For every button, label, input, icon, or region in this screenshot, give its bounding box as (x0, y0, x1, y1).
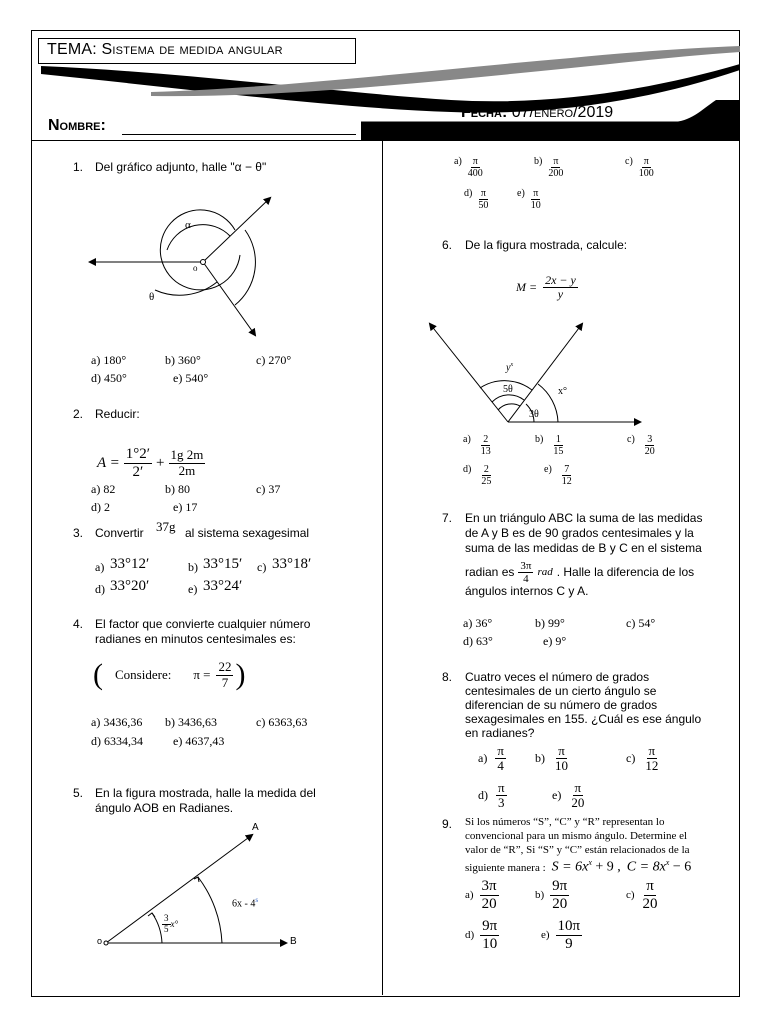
q9-eq-c-sup: x (665, 858, 670, 867)
q6-number: 6. (442, 238, 453, 252)
q8-c-den: 12 (645, 758, 659, 774)
q2-option-a[interactable]: a) 82 (91, 482, 116, 496)
q9-eq-c-tail: − 6 (669, 859, 692, 875)
q8-option-e[interactable] (552, 781, 586, 811)
q9-d-num: 9π (482, 918, 498, 934)
q2-text: Reducir: (95, 407, 140, 421)
q1-number: 1. (73, 160, 84, 174)
q6-option-b-frac (551, 434, 565, 457)
q2-option-c[interactable]: c) 37 (256, 482, 281, 496)
q5-c-num: π (643, 156, 649, 167)
q9-option-b-frac (550, 878, 569, 912)
q6-option-b-label: b) (535, 434, 544, 445)
q2-f2-num: 1g 2m (170, 447, 204, 463)
q8-option-b-frac (553, 744, 570, 774)
q6-option-a-label: a) (463, 434, 471, 445)
q6-option-d-label: d) (463, 464, 472, 475)
q7-frac-num: 3π (520, 560, 532, 572)
q5-e-den: 10 (530, 200, 541, 211)
q8-line-3: diferencian de su número de grados (465, 698, 658, 712)
q2-fraction-1 (124, 446, 152, 480)
q6-a-num: 2 (483, 434, 489, 445)
q4-consider-label: Considere: (115, 667, 172, 682)
q2-f1-den: 2′ (132, 463, 144, 480)
q8-b-den: 10 (555, 758, 568, 774)
q5-option-c-label: c) (625, 156, 633, 167)
q2-f1-num: 1°2′ (125, 446, 151, 462)
q1-option-d[interactable]: d) 450° (91, 371, 127, 385)
q8-d-num: π (498, 780, 505, 795)
q6-option-c-frac (643, 434, 657, 457)
q5-option-b-label: b) (534, 156, 543, 167)
q2-number: 2. (73, 407, 84, 421)
q3-option-c-label[interactable]: c) (257, 560, 267, 574)
q9-option-b-label: b) (535, 889, 545, 901)
q5-option-e-label: e) (517, 188, 525, 199)
q8-line-5: en radianes? (465, 726, 535, 740)
q6-e-num: 7 (564, 464, 570, 475)
q5-c-den: 100 (638, 168, 654, 179)
q6-b-den: 15 (553, 446, 564, 457)
q2-formula-lhs: A = (97, 454, 120, 471)
q3-option-d-value[interactable]: 33°20′ (110, 578, 150, 594)
q1-theta-label: θ (149, 291, 155, 303)
q5-a-num: π (472, 156, 478, 167)
q6-option-d[interactable] (463, 464, 493, 487)
q1-figure (85, 190, 285, 340)
q9-option-c-frac (641, 878, 660, 912)
q7-line-4b: . Halle la diferencia de los (556, 565, 695, 580)
q9-option-a[interactable] (465, 878, 499, 912)
q6-option-e-label: e) (544, 464, 552, 475)
q6-option-a[interactable] (463, 434, 493, 457)
q4-consider-box (93, 660, 245, 690)
q1-option-b[interactable]: b) 360° (165, 353, 201, 367)
q5-angle-big-expr: 6x - 4 (232, 898, 256, 910)
q6-option-c[interactable] (627, 434, 657, 457)
q4-pi-fraction (216, 660, 233, 690)
q5-label-a: A (252, 822, 259, 833)
q5-small-den: 5 (164, 923, 169, 934)
q5-option-c[interactable] (625, 156, 656, 179)
q3-option-a-value[interactable]: 33°12′ (110, 556, 150, 572)
topic-title-box (38, 38, 356, 64)
q8-a-den: 4 (497, 758, 504, 774)
q9-b-num: 9π (552, 878, 568, 894)
q5-option-e[interactable] (517, 188, 543, 211)
q5-option-b[interactable] (534, 156, 565, 179)
q1-alpha-label: α (185, 219, 191, 231)
q5-d-den: 50 (478, 200, 489, 211)
q8-option-a-frac (495, 744, 506, 774)
q8-line-4: sexagesimales en 155. ¿Cuál es ese ángulo (465, 712, 702, 726)
q9-line-2: convencional para un mismo ángulo. Determine el (465, 830, 688, 842)
q6-option-d-frac (479, 464, 493, 487)
q9-eq-c (627, 858, 691, 876)
q9-option-c[interactable] (626, 878, 660, 912)
q8-line-2: centesimales de un cierto ángulo se (465, 684, 657, 698)
q5-option-d[interactable] (464, 188, 490, 211)
q6-formula-num: 2x − y (545, 273, 576, 287)
q3-number: 3. (73, 526, 84, 540)
q6-option-a-frac (479, 434, 493, 457)
q3-option-e-label[interactable]: e) (188, 582, 198, 596)
q6-d-den: 25 (481, 476, 492, 487)
q9-option-a-label: a) (465, 889, 474, 901)
q2-option-e[interactable]: e) 17 (173, 500, 198, 514)
q6-b-num: 1 (555, 434, 561, 445)
q4-pi-den: 7 (221, 674, 229, 690)
q9-option-e-label: e) (541, 929, 550, 941)
q8-option-b[interactable] (535, 744, 570, 774)
q9-option-d[interactable] (465, 918, 499, 952)
q9-c-den: 20 (642, 895, 658, 912)
q6-text: De la figura mostrada, calcule: (465, 238, 628, 252)
q5-figure (100, 825, 300, 950)
q8-line-1: Cuatro veces el número de grados (465, 670, 650, 684)
q2-plus: + (156, 454, 165, 471)
q7-rad: rad (537, 566, 553, 579)
q5-small-num: 3 (164, 913, 169, 923)
q3-value: 37g (156, 519, 176, 534)
q7-option-b[interactable]: b) 99° (535, 616, 565, 630)
q6-c-num: 3 (647, 434, 653, 445)
q6-option-b[interactable] (535, 434, 565, 457)
q5-angle-small-frac (162, 914, 171, 935)
q6-option-e[interactable] (544, 464, 574, 487)
q7-line-3: suma de las medidas de B y C en el sistema (465, 541, 702, 555)
q7-option-e[interactable]: e) 9° (543, 634, 567, 648)
q9-option-e[interactable] (541, 918, 582, 952)
q2-option-b[interactable]: b) 80 (165, 482, 190, 496)
q6-a-den: 13 (480, 446, 491, 457)
q9-option-c-label: c) (626, 889, 635, 901)
name-label: Nombre: (48, 117, 106, 134)
q5-b-num: π (553, 156, 559, 167)
header-rule (31, 140, 740, 141)
q8-option-e-label: e) (552, 788, 562, 803)
q1-option-a[interactable]: a) 180° (91, 353, 127, 367)
q1-option-c[interactable]: c) 270° (256, 353, 292, 367)
q8-b-num: π (558, 743, 565, 758)
q3-text-a: Convertir (95, 526, 144, 540)
q9-option-a-frac (480, 878, 499, 912)
q4-number: 4. (73, 617, 84, 631)
q7-number: 7. (442, 511, 453, 525)
q3-option-c-value[interactable]: 33°18′ (272, 556, 312, 572)
q8-option-d[interactable] (478, 781, 507, 811)
q5-angle-big (232, 896, 258, 909)
q8-option-a-label: a) (478, 751, 488, 766)
q4-option-a[interactable]: a) 3436,36 (91, 715, 143, 729)
q4-text: El factor que convierte cualquier número radianes en minutos centesimales es: (95, 617, 311, 646)
q9-line-4-text: siguiente manera : (465, 861, 546, 874)
q5-option-a-label: a) (454, 156, 462, 167)
q9-a-den: 20 (481, 895, 497, 912)
q5-label-o: o (97, 936, 103, 946)
q9-line-4 (465, 858, 691, 876)
q8-option-c-label: c) (626, 751, 636, 766)
date-label: Fecha: (461, 104, 508, 121)
q5-d-num: π (480, 188, 486, 199)
q5-e-num: π (533, 188, 539, 199)
q5-option-b-frac (546, 156, 565, 179)
q3-text-b: al sistema sexagesimal (185, 526, 310, 540)
q3-option-b-label[interactable]: b) (188, 560, 198, 574)
q9-e-den: 9 (565, 935, 573, 952)
q5-angle-small (162, 914, 178, 935)
q8-c-num: π (648, 743, 656, 758)
q9-b-den: 20 (552, 895, 568, 912)
q8-option-d-label: d) (478, 788, 488, 803)
q8-e-den: 20 (571, 795, 585, 811)
q5-angle-big-sup: s (255, 896, 259, 904)
q6-formula-den: y (557, 287, 564, 302)
q9-a-num: 3π (481, 878, 497, 894)
q9-eq-s-tail: + 9 , (591, 859, 621, 875)
q3-option-d-label[interactable]: d) (95, 582, 105, 596)
q5-label-b: B (290, 936, 297, 947)
q6-formula-lhs: M = (516, 280, 538, 295)
q3-option-e-value[interactable]: 33°24′ (203, 578, 243, 594)
q6-option-e-frac (560, 464, 574, 487)
q7-line-4a: radian es (465, 565, 515, 580)
q2-fraction-2 (169, 448, 206, 478)
q6-label-3theta: 3θ (529, 409, 539, 420)
q6-e-den: 12 (561, 476, 572, 487)
q4-option-d[interactable]: d) 6334,34 (91, 734, 143, 748)
name-underline (122, 134, 356, 135)
q2-option-d[interactable]: d) 2 (91, 500, 110, 514)
q5-option-a-frac (466, 156, 485, 179)
q7-option-c[interactable]: c) 54° (626, 616, 656, 630)
q9-eq-s (552, 858, 621, 876)
q5-text: En la figura mostrada, halle la medida del ángulo AOB en Radianes. (95, 786, 316, 815)
q5-small-var: x° (170, 919, 179, 930)
q6-label-y-text: y (506, 362, 511, 374)
q5-option-c-frac (637, 156, 656, 179)
q9-e-num: 10π (557, 918, 581, 934)
q7-frac-den: 4 (523, 573, 529, 586)
q7-option-d[interactable]: d) 63° (463, 634, 493, 648)
q6-d-num: 2 (483, 464, 489, 475)
q7-line-2: de A y B es de 90 grados centesimales y la (465, 526, 694, 540)
q4-paren-left: ( (93, 658, 103, 691)
q7-line-5: ángulos internos C y A. (465, 584, 589, 598)
q6-label-5theta: 5θ (503, 384, 513, 395)
q4-option-c[interactable]: c) 6363,63 (256, 715, 308, 729)
q4-option-e[interactable]: e) 4637,43 (173, 734, 225, 748)
q8-d-den: 3 (498, 795, 505, 811)
q4-option-b[interactable]: b) 3436,63 (165, 715, 217, 729)
q3-option-a-label[interactable]: a) (95, 560, 105, 574)
q8-option-c[interactable] (626, 744, 660, 774)
q9-option-d-label: d) (465, 929, 475, 941)
q8-e-num: π (574, 780, 582, 795)
topic-title: TEMA: Sistema de medida angular (47, 41, 283, 58)
q5-option-d-label: d) (464, 188, 473, 199)
q7-line-1: En un triángulo ABC la suma de las medidas (465, 511, 703, 525)
q6-c-den: 20 (644, 446, 655, 457)
q9-number: 9. (442, 817, 453, 831)
q9-option-e-frac (556, 918, 583, 952)
q5-option-a[interactable] (454, 156, 485, 179)
q5-b-den: 200 (548, 168, 564, 179)
q5-number: 5. (73, 786, 84, 800)
q7-line-4 (465, 560, 694, 585)
date-value: 07/enero/2019 (511, 104, 614, 121)
q1-origin-label: o (193, 263, 198, 273)
q7-fraction (518, 560, 533, 585)
q5-option-d-frac (476, 188, 490, 211)
q6-formula (516, 274, 578, 301)
q6-option-c-label: c) (627, 434, 635, 445)
q4-pi-eq: π = (193, 667, 211, 682)
q1-text: Del gráfico adjunto, halle "α − θ" (95, 160, 267, 174)
q8-option-e-frac (569, 781, 586, 811)
q6-formula-frac (543, 274, 578, 301)
q9-option-d-frac (480, 918, 499, 952)
q9-d-den: 10 (482, 935, 498, 952)
q2-f2-den: 2m (178, 462, 196, 478)
q8-option-b-label: b) (535, 751, 545, 766)
q9-eq-c-a: C = 8x (626, 859, 666, 875)
q4-pi-num: 22 (218, 659, 232, 675)
q5-a-den: 400 (467, 168, 483, 179)
q8-option-d-frac (496, 781, 507, 811)
q8-number: 8. (442, 670, 453, 684)
q9-eq-s-sup: x (588, 858, 592, 867)
q6-label-y: $y^x$ (506, 362, 514, 374)
q4-paren-right: ) (235, 658, 246, 691)
q2-formula (97, 446, 205, 480)
q8-option-a[interactable] (478, 744, 506, 774)
q7-option-a[interactable]: a) 36° (463, 616, 493, 630)
q9-c-num: π (646, 878, 654, 894)
q5-option-e-frac (529, 188, 543, 211)
q9-line-1: Si los números “S”, “C” y “R” representan lo (465, 816, 665, 828)
q3-option-b-value[interactable]: 33°15′ (203, 556, 243, 572)
column-divider (382, 140, 383, 995)
q1-option-e[interactable]: e) 540° (173, 371, 209, 385)
q9-eq-s-a: S = 6x (551, 859, 589, 875)
q8-a-num: π (497, 743, 504, 758)
q9-option-b[interactable] (535, 878, 569, 912)
q9-line-3: valor de “R”, Si “S” y “C” están relacionados de la (465, 844, 690, 856)
q8-option-c-frac (643, 744, 660, 774)
date-field (461, 104, 613, 122)
q6-label-xo: x° (558, 386, 567, 397)
